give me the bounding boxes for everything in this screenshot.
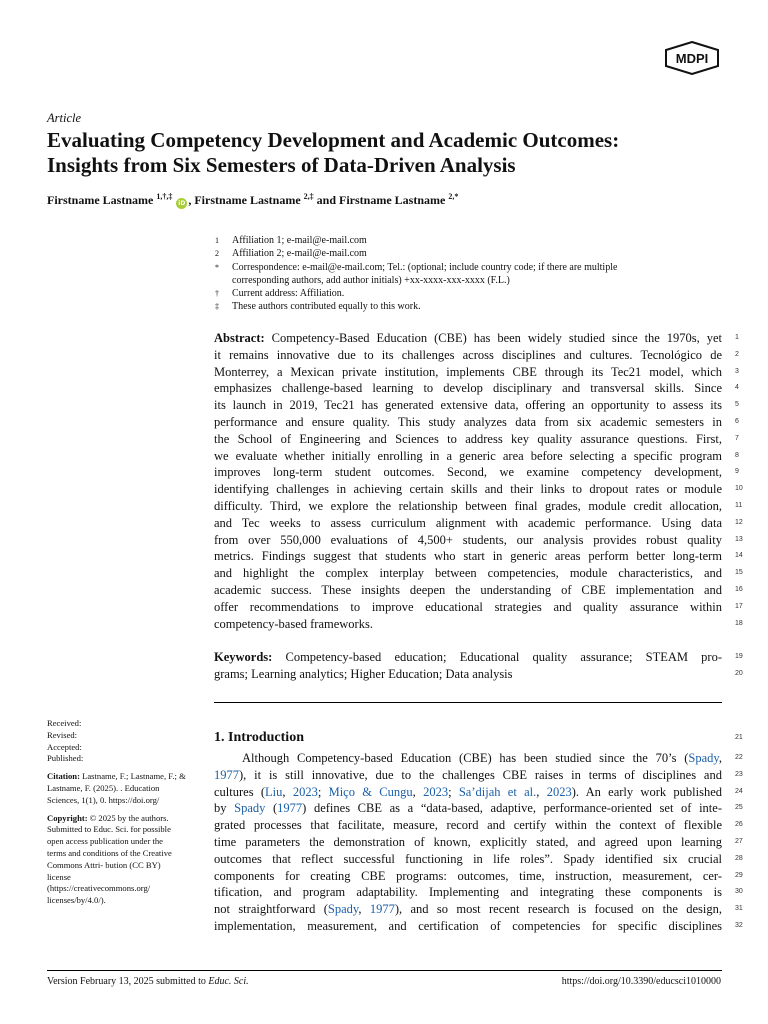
body-text: ), it is still innovative, due to the challenges CBE raises in terms of disciplines and [239, 767, 722, 782]
abstract-text: Monterrey, a Mexican private institution, implements CBE through its Tec21 model, which [214, 364, 722, 379]
date-received: Received: [47, 718, 82, 728]
affiliation-text: Affiliation 2; e-mail@e-mail.com [232, 248, 367, 260]
line-number: 18 [735, 619, 743, 627]
body-text: , [282, 784, 293, 799]
citation-link[interactable]: 2023 [423, 784, 449, 799]
dates-block [47, 718, 207, 765]
affiliation-mark: 2 [215, 249, 219, 259]
line-number: 16 [735, 585, 743, 593]
keywords-line-numbers [735, 649, 755, 683]
line-number: 14 [735, 552, 743, 560]
copyright-line: Submitted to Educ. Sci. for possible [47, 824, 171, 835]
affiliation-row [215, 234, 721, 247]
author-separator: and [313, 193, 340, 207]
affiliations [215, 234, 721, 314]
text-line [214, 347, 722, 364]
text-line [214, 884, 722, 901]
mdpi-logo [663, 41, 721, 75]
abstract-text: identifying challenges in achieving certain skills and their links to dropout rates or module [214, 482, 722, 497]
text-line [214, 599, 722, 616]
body-text: tification, and program adaptability. Implementing and integrating these components is [214, 885, 722, 900]
line-number: 17 [735, 602, 743, 610]
affiliation-row [215, 300, 721, 313]
affiliation-mark: 1 [215, 236, 219, 245]
abstract-label: Abstract: [214, 331, 265, 345]
text-line [214, 649, 722, 666]
affiliation-row [215, 287, 721, 300]
abstract [214, 330, 722, 632]
citation-link[interactable]: Miço & Cungu [328, 784, 413, 799]
line-number: 29 [735, 871, 743, 879]
affiliation-row [215, 261, 721, 274]
text-line [214, 851, 722, 868]
citation-label: Citation: [47, 771, 80, 782]
introduction-line-numbers [735, 750, 755, 935]
body-text: ). An early work published [571, 784, 722, 799]
line-number: 32 [735, 921, 743, 929]
line-number: 22 [735, 754, 743, 761]
title-line: Insights from Six Semesters of Data-Driven Analysis [47, 153, 516, 177]
introduction-heading-line-number [735, 730, 755, 747]
copyright-label: Copyright: [47, 812, 88, 823]
affiliation-text: Affiliation 1; e-mail@e-mail.com [232, 235, 367, 246]
line-number: 21 [735, 734, 743, 741]
line-number: 28 [735, 854, 743, 862]
line-number: 30 [735, 888, 743, 896]
body-text: ), and so most recent research is focused on the design, [394, 902, 722, 917]
body-text: , [536, 784, 547, 799]
text-line [214, 515, 722, 532]
text-line [214, 565, 722, 582]
abstract-text: Competency-Based Education (CBE) has been widely studied since the 1970s, yet [271, 331, 722, 345]
affiliation-row [215, 274, 721, 287]
text-line [214, 431, 722, 448]
line-number: 25 [735, 804, 743, 812]
citation-link[interactable]: Spady [688, 751, 719, 765]
affiliation-mark: † [215, 289, 219, 299]
text-line [214, 784, 722, 801]
line-number: 27 [735, 837, 743, 845]
keywords-label: Keywords: [214, 650, 273, 664]
article-sidebar [47, 718, 207, 913]
footer-doi-link[interactable]: https://doi.org/10.3390/educsci1010000 [561, 976, 721, 987]
footer-journal: Educ. Sci. [208, 976, 249, 987]
body-text: ; [317, 784, 329, 799]
line-number: 3 [735, 367, 739, 375]
citation-line[interactable]: Sciences, 1(1), 0. https://doi.org/ [47, 794, 160, 805]
citation-link[interactable]: Spady [234, 801, 266, 816]
citation-line: Lastname, F.; Lastname, F.; & [82, 771, 186, 782]
text-line [214, 414, 722, 431]
article-type: Article [47, 111, 82, 125]
body-text: ( [265, 801, 278, 816]
abstract-text: emphasizes challenge-based learning to develop disciplinary and transversal skills. Since [214, 381, 722, 396]
author-list [47, 193, 458, 209]
abstract-text: from over 550,000 evaluations of 4,500+ students, our analysis provides robust quality [214, 532, 722, 547]
copyright-line: terms and conditions of the Creative [47, 847, 172, 858]
text-line [214, 616, 722, 633]
copyright-line[interactable]: (https://creativecommons.org/ [47, 883, 151, 894]
text-line [214, 481, 722, 498]
affiliation-mark: ‡ [215, 302, 219, 312]
keywords [214, 649, 722, 683]
copyright-line[interactable]: licenses/by/4.0/). [47, 895, 106, 906]
body-text: by [214, 801, 235, 816]
text-line [214, 666, 722, 683]
affiliation-text: corresponding authors, add author initials) +xx-xxxx-xxx-xxxx (F.L.) [232, 274, 510, 286]
mdpi-logo-icon [663, 41, 721, 75]
author-marks: 2,‡ [303, 192, 314, 201]
line-number: 1 [735, 334, 739, 341]
author-separator: , [188, 193, 195, 207]
abstract-text: we evaluate whether initially enrolling in a generic area before selecting a specific program [214, 448, 722, 463]
body-text: grated processes that facilitate, measure, record and certify within the context of flexible [214, 818, 722, 833]
body-text: components for creating CBE programs: outcomes, time, instruction, measurement, cer- [214, 868, 722, 883]
author-marks: 1,†,‡ [156, 192, 173, 201]
text-line [214, 364, 722, 381]
affiliation-text: Correspondence: e-mail@e-mail.com; Tel.: (optional; include country code; if there are multiple [232, 261, 618, 273]
text-line [214, 767, 722, 784]
text-line [214, 464, 722, 481]
author-marks: 2,* [448, 192, 459, 201]
copyright-line: license [47, 871, 71, 882]
copyright-block [47, 813, 207, 907]
text-line [214, 397, 722, 414]
footer-divider [47, 970, 722, 971]
abstract-text: and Tec weeks to assess curriculum alignment with academic performance. Using data [214, 515, 722, 530]
affiliation-row [215, 247, 721, 260]
footer-version-text: Version February 13, 2025 submitted to [47, 976, 209, 987]
line-number: 8 [735, 451, 739, 459]
abstract-text: offer recommendations to improve educational strategies and quality assurance within [214, 599, 722, 614]
section-heading-introduction: 1. Introduction [214, 730, 304, 745]
abstract-text: performance and ensure quality. This study analyzes data from six academic semesters in [214, 414, 722, 429]
body-text: , [718, 751, 722, 765]
text-line [214, 868, 722, 885]
body-text: Although Competency-based Education (CBE) has been studied since the 70’s ( [242, 751, 689, 765]
date-accepted: Accepted: [47, 741, 82, 752]
citation-link[interactable]: 2023 [292, 784, 318, 799]
copyright-line: © 2025 by the authors. [89, 812, 169, 823]
citation-link[interactable]: 2023 [546, 784, 572, 799]
text-line [214, 582, 722, 599]
line-number: 9 [735, 468, 739, 476]
citation-block [47, 771, 207, 806]
text-line [214, 918, 722, 935]
body-text: outcomes that reflect successful functioning in life roles”. Spady identified six crucial [214, 851, 722, 866]
abstract-text: academic success. These insights deepen the understanding of CBE implementation and [214, 582, 722, 597]
text-line [214, 901, 722, 918]
footer-version [47, 976, 249, 987]
body-text: implementation, measurement, and certification of competencies for specific disciplines [214, 918, 722, 933]
abstract-line-numbers [735, 330, 755, 632]
citation-link[interactable]: Spady [327, 902, 359, 917]
orcid-icon[interactable]: iD [178, 200, 186, 207]
text-line [214, 498, 722, 515]
author-name: Firstname Lastname [47, 193, 154, 207]
abstract-text: competency-based frameworks. [214, 616, 373, 631]
line-number: 23 [735, 770, 743, 778]
title-line: Evaluating Competency Development and Academic Outcomes: [47, 128, 620, 152]
citation-link[interactable]: Sa’dijah et al. [458, 784, 537, 799]
line-number: 7 [735, 434, 739, 442]
affiliation-text: Current address: Affiliation. [232, 288, 345, 300]
line-number: 26 [735, 821, 743, 829]
date-revised: Revised: [47, 729, 78, 740]
body-text: ) defines CBE as a “data-based, adaptive, performance-oriented set of inte- [302, 801, 722, 816]
text-line [214, 548, 722, 565]
line-number: 2 [735, 350, 739, 358]
copyright-line: open access publication under the [47, 836, 163, 847]
text-line [214, 834, 722, 851]
keywords-text: grams; Learning analytics; Higher Education; Data analysis [214, 666, 513, 681]
date-published: Published: [47, 753, 84, 764]
text-line [214, 532, 722, 549]
line-number: 11 [735, 501, 743, 509]
line-number: 24 [735, 787, 743, 795]
citation-link[interactable]: 1977 [214, 767, 239, 782]
abstract-text: its launch in 2019, Tec21 has generated extensive data, offering an opportunity to assess its [214, 398, 722, 413]
body-text: time parameters the demonstration of known, explicitly stated, and agreed upon learning [214, 834, 722, 849]
line-number: 31 [735, 905, 743, 913]
body-text: , [412, 784, 424, 799]
body-text: not straightforward ( [214, 902, 328, 917]
paper-title [47, 128, 737, 178]
text-line [214, 448, 722, 465]
body-text: ; [448, 784, 459, 799]
line-number: 15 [735, 569, 743, 577]
text-line [214, 750, 722, 767]
copyright-line: Commons Attri- bution (CC BY) [47, 859, 161, 870]
section-divider [214, 702, 722, 703]
text-line [214, 800, 722, 817]
abstract-text: metrics. Findings suggest that students who start in generic areas perform better long-term [214, 549, 722, 564]
logo-text: MDPI [675, 51, 709, 66]
body-text: , [358, 902, 370, 917]
citation-link[interactable]: 1977 [369, 902, 395, 917]
abstract-text: improves long-term student outcomes. Second, we examine competency development, [214, 465, 722, 480]
affiliation-text: These authors contributed equally to this work. [232, 301, 421, 313]
text-line [214, 330, 722, 347]
keywords-text: Competency-based education; Educational quality assurance; STEAM pro- [285, 650, 722, 664]
author-name: Firstname Lastname [194, 193, 301, 207]
text-line [214, 817, 722, 834]
line-number: 6 [735, 417, 739, 425]
affiliation-mark: * [215, 262, 219, 272]
citation-link[interactable]: 1977 [277, 801, 303, 816]
body-text: cultures ( [214, 784, 266, 799]
author-name: Firstname Lastname [339, 193, 446, 207]
introduction-body [214, 750, 722, 935]
abstract-text: difficulty. Third, we explore the relationship between final grades, module credit allocation, [214, 498, 722, 513]
line-number: 10 [735, 485, 743, 493]
text-line [214, 380, 722, 397]
citation-line: Lastname, F. (2025). . Education [47, 782, 160, 793]
line-number: 19 [735, 653, 743, 660]
citation-link[interactable]: Liu [265, 784, 283, 799]
abstract-text: it remains innovative due to its challenges across disciplines and cultures. Tecnológico de [214, 347, 722, 362]
abstract-text: and highlight the complex interplay between competencies, module characteristics, and [214, 566, 722, 581]
line-number: 12 [735, 518, 743, 526]
line-number: 4 [735, 384, 739, 392]
line-number: 20 [735, 669, 743, 677]
line-number: 5 [735, 401, 739, 409]
line-number: 13 [735, 535, 743, 543]
abstract-text: the School of Engineering and Sciences to address key quality assurance questions. First, [214, 431, 722, 446]
